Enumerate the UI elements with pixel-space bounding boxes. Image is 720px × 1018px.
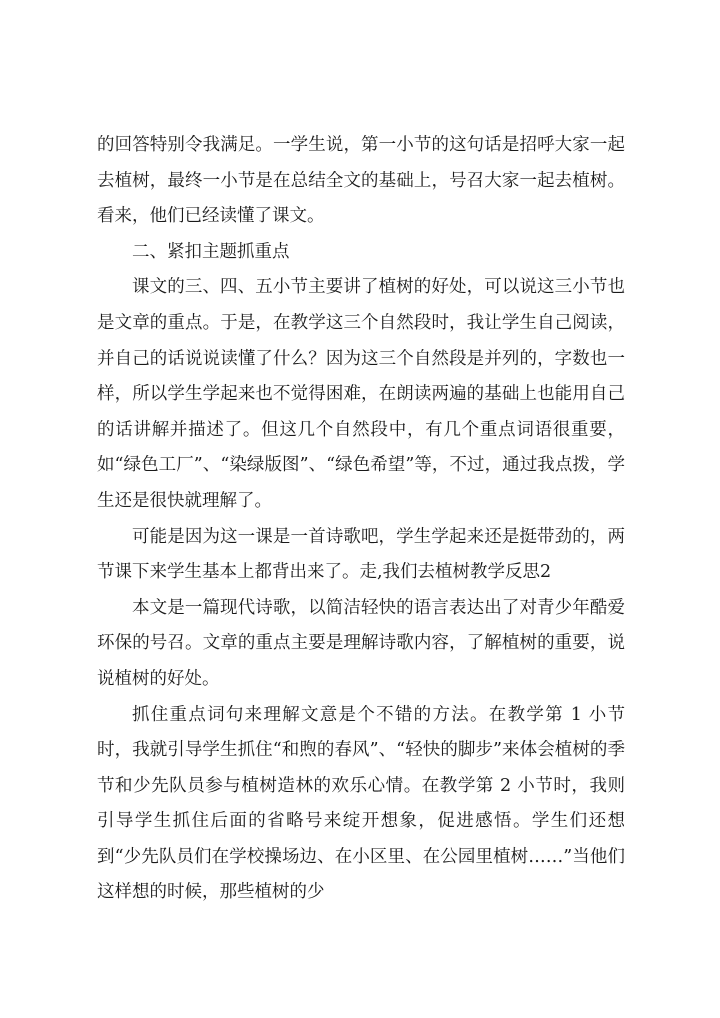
paragraph: 抓住重点词句来理解文意是个不错的方法。在教学第 1 小节时，我就引导学生抓住“和煦的春风”、“轻快的脚步”来体会植树的季节和少先队员参与植树造林的欢乐心情。在教学第 2 小节时，我则引导学生抓住后面的省略号来绽开想象，促进感悟。学生们还想到“少先队员们在学校操场边、在小区里、在公园里植树……”当他们这样想的时候，那些植树的少	[97, 704, 625, 903]
document-body	[97, 128, 625, 911]
paragraph: 课文的三、四、五小节主要讲了植树的好处，可以说这三小节也是文章的重点。于是，在教学这三个自然段时，我让学生自己阅读，并自己的话说说读懂了什么？因为这三个自然段是并列的，字数也一样，所以学生学起来也不觉得困难，在朗读两遍的基础上也能用自己的话讲解并描述了。但这几个自然段中，有几个重点词语很重要，如“绿色工厂”、“染绿版图”、“绿色希望”等，不过，通过我点拨，学生还是很快就理解了。	[97, 277, 625, 511]
paragraph-continuation: 的回答特别令我满足。一学生说，第一小节的这句话是招呼大家一起去植树，最终一小节是在总结全文的基础上，号召大家一起去植树。看来，他们已经读懂了课文。	[97, 135, 625, 227]
section-heading: 二、紧扣主题抓重点	[132, 241, 290, 262]
paragraph: 本文是一篇现代诗歌，以简洁轻快的语言表达出了对青少年酷爱环保的号召。文章的重点主要是理解诗歌内容，了解植树的重要，说说植树的好处。	[97, 597, 625, 689]
paragraph: 可能是因为这一课是一首诗歌吧，学生学起来还是挺带劲的，两节课下来学生基本上都背出来了。走,我们去植树教学反思2	[97, 526, 625, 583]
